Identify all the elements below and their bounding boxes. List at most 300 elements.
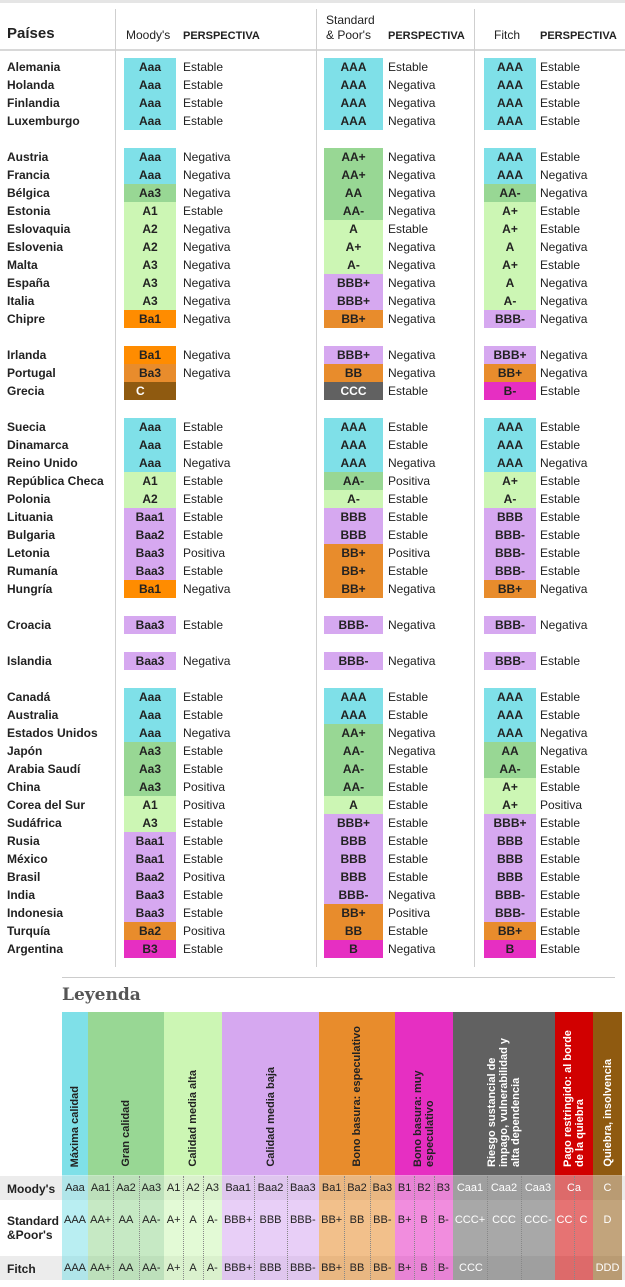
- sp-rating: BBB: [324, 868, 383, 886]
- sp-outlook: Estable: [388, 762, 429, 776]
- moodys-outlook: Negativa: [183, 168, 231, 182]
- fitch-outlook: Estable: [540, 114, 581, 128]
- moodys-rating: Ba1: [124, 346, 176, 364]
- fitch-outlook: Negativa: [540, 186, 588, 200]
- fitch-outlook: Estable: [540, 564, 581, 578]
- moodys-outlook: Estable: [183, 510, 224, 524]
- legend-category: [62, 1012, 88, 1175]
- legend-rating: Baa1: [225, 1182, 252, 1194]
- legend-rating: Ba1: [321, 1182, 342, 1194]
- table-row: [0, 184, 625, 202]
- fitch-rating: BBB-: [484, 652, 536, 670]
- country-name: Austria: [7, 150, 49, 164]
- moodys-outlook: Estable: [183, 78, 224, 92]
- sp-rating: AA+: [324, 166, 383, 184]
- sp-rating: AA-: [324, 778, 383, 796]
- legend-category: [593, 1012, 622, 1175]
- legend-category-label: Pago restringido: al borde de la quiebra: [562, 1030, 586, 1167]
- legend-rating: Aa3: [141, 1182, 162, 1194]
- table-row: [0, 364, 625, 382]
- moodys-outlook: Negativa: [183, 186, 231, 200]
- sp-rating: BB: [324, 364, 383, 382]
- moodys-outlook: Estable: [183, 96, 224, 110]
- legend-category: [395, 1012, 453, 1175]
- sp-rating: AA-: [324, 742, 383, 760]
- fitch-outlook: Negativa: [540, 312, 588, 326]
- fitch-outlook: Negativa: [540, 168, 588, 182]
- moodys-outlook: Positiva: [183, 798, 226, 812]
- moodys-rating: Aa3: [124, 184, 176, 202]
- table-row: [0, 922, 625, 940]
- sp-outlook: Negativa: [388, 150, 436, 164]
- moodys-rating: Baa3: [124, 544, 176, 562]
- legend-category: [453, 1012, 555, 1175]
- moodys-rating: A1: [124, 202, 176, 220]
- country-name: China: [7, 780, 41, 794]
- moodys-rating: Baa1: [124, 508, 176, 526]
- legend-rating: DDD: [595, 1262, 620, 1274]
- sp-rating: AAA: [324, 58, 383, 76]
- fitch-outlook: Negativa: [540, 348, 588, 362]
- sp-outlook: Negativa: [388, 258, 436, 272]
- fitch-rating: AA: [484, 742, 536, 760]
- moodys-rating: A3: [124, 274, 176, 292]
- legend-category-label: Calidad media baja: [264, 1067, 277, 1167]
- legend-category: [222, 1012, 319, 1175]
- fitch-outlook: Estable: [540, 492, 581, 506]
- legend-rating: BBB-: [289, 1214, 316, 1226]
- fitch-rating: BBB-: [484, 616, 536, 634]
- moodys-outlook: Estable: [183, 906, 224, 920]
- country-name: Dinamarca: [7, 438, 69, 452]
- moodys-rating: Aa3: [124, 742, 176, 760]
- fitch-outlook: Estable: [540, 762, 581, 776]
- table-row: [0, 274, 625, 292]
- moodys-rating: Ba3: [124, 364, 176, 382]
- legend-rating: BB: [349, 1262, 365, 1274]
- fitch-rating: AAA: [484, 436, 536, 454]
- fitch-rating: BB+: [484, 922, 536, 940]
- sp-rating: BBB+: [324, 292, 383, 310]
- sp-outlook: Negativa: [388, 96, 436, 110]
- country-name: Letonia: [7, 546, 50, 560]
- legend-rating: B-: [437, 1262, 449, 1274]
- table-row: [0, 490, 625, 508]
- moodys-outlook: Estable: [183, 114, 224, 128]
- country-name: Luxemburgo: [7, 114, 80, 128]
- table-row: [0, 688, 625, 706]
- sp-rating: BBB: [324, 526, 383, 544]
- legend-rating: Ca: [566, 1182, 582, 1194]
- moodys-rating: Aa3: [124, 760, 176, 778]
- legend-sub-divider: [287, 1176, 288, 1280]
- sp-outlook: Estable: [388, 816, 429, 830]
- moodys-rating: Aaa: [124, 148, 176, 166]
- country-name: Bélgica: [7, 186, 50, 200]
- legend-sub-divider: [344, 1176, 345, 1280]
- table-row: [0, 166, 625, 184]
- country-name: Francia: [7, 168, 50, 182]
- moodys-outlook: Negativa: [183, 456, 231, 470]
- sp-rating: AA: [324, 184, 383, 202]
- table-row: [0, 832, 625, 850]
- legend-rating: BBB: [259, 1214, 282, 1226]
- moodys-outlook: Estable: [183, 942, 224, 956]
- legend-rating: AA-: [142, 1262, 161, 1274]
- fitch-rating: BBB-: [484, 544, 536, 562]
- moodys-outlook: Estable: [183, 834, 224, 848]
- fitch-rating: A-: [484, 490, 536, 508]
- fitch-rating: BBB+: [484, 346, 536, 364]
- legend-rating: Ba2: [347, 1182, 367, 1194]
- fitch-outlook: Negativa: [540, 294, 588, 308]
- legend-rating: A3: [205, 1182, 220, 1194]
- sp-outlook: Estable: [388, 222, 429, 236]
- legend-sub-divider: [203, 1176, 204, 1280]
- country-name: Suecia: [7, 420, 46, 434]
- sp-rating: AA-: [324, 202, 383, 220]
- moodys-rating: Aaa: [124, 76, 176, 94]
- table-row: [0, 454, 625, 472]
- sp-rating: AAA: [324, 94, 383, 112]
- legend-sub-divider: [183, 1176, 184, 1280]
- fitch-outlook: Negativa: [540, 618, 588, 632]
- moodys-outlook: Estable: [183, 816, 224, 830]
- sp-header-line1: Standard: [326, 13, 375, 27]
- sp-outlook: Estable: [388, 690, 429, 704]
- legend-rating: D: [603, 1214, 612, 1226]
- legend-category-label: Máxima calidad: [69, 1085, 81, 1167]
- fitch-rating: AAA: [484, 76, 536, 94]
- legend-rating: AA+: [90, 1262, 112, 1274]
- moodys-outlook: Negativa: [183, 240, 231, 254]
- legend-rating: B+: [397, 1214, 412, 1226]
- moodys-rating: Baa3: [124, 886, 176, 904]
- fitch-outlook: Estable: [540, 780, 581, 794]
- legend-category: [319, 1012, 395, 1175]
- fitch-rating: AAA: [484, 166, 536, 184]
- country-name: Chipre: [7, 312, 46, 326]
- country-name: Italia: [7, 294, 35, 308]
- country-name: Argentina: [7, 942, 64, 956]
- legend-sub-divider: [254, 1176, 255, 1280]
- legend-rating: AA-: [142, 1214, 161, 1226]
- moodys-outlook: Estable: [183, 618, 224, 632]
- legend-rating: A2: [186, 1182, 200, 1194]
- table-row: [0, 778, 625, 796]
- fitch-rating: AA-: [484, 760, 536, 778]
- moodys-outlook: Estable: [183, 690, 224, 704]
- fitch-rating: BBB: [484, 850, 536, 868]
- moodys-outlook: Estable: [183, 852, 224, 866]
- moodys-rating: Ba1: [124, 310, 176, 328]
- moodys-rating: A3: [124, 292, 176, 310]
- sp-outlook: Negativa: [388, 888, 436, 902]
- sp-rating: BBB: [324, 508, 383, 526]
- moodys-outlook: Estable: [183, 60, 224, 74]
- legend-rating: BBB+: [223, 1214, 253, 1226]
- sp-outlook: Negativa: [388, 294, 436, 308]
- table-row: [0, 238, 625, 256]
- legend-rating: A: [189, 1214, 197, 1226]
- legend-rating: Aaa: [65, 1182, 85, 1194]
- sp-rating: AAA: [324, 688, 383, 706]
- legend-rating: BB-: [373, 1262, 392, 1274]
- fitch-outlook: Estable: [540, 474, 581, 488]
- country-name: Finlandia: [7, 96, 60, 110]
- sp-rating: BBB: [324, 850, 383, 868]
- sp-outlook: Estable: [388, 852, 429, 866]
- moodys-rating: Aaa: [124, 166, 176, 184]
- table-row: [0, 652, 625, 670]
- fitch-rating: AAA: [484, 94, 536, 112]
- sp-rating: BBB-: [324, 886, 383, 904]
- sp-rating: BB: [324, 922, 383, 940]
- legend-rating: AAA: [63, 1262, 86, 1274]
- sp-outlook: Estable: [388, 870, 429, 884]
- fitch-outlook: Estable: [540, 942, 581, 956]
- table-row: [0, 220, 625, 238]
- country-name: Indonesia: [7, 906, 64, 920]
- fitch-rating: BBB+: [484, 814, 536, 832]
- moodys-outlook: Estable: [183, 762, 224, 776]
- legend-rating: B: [420, 1262, 428, 1274]
- sp-outlook: Negativa: [388, 942, 436, 956]
- fitch-outlook: Estable: [540, 906, 581, 920]
- sp-outlook: Negativa: [388, 276, 436, 290]
- legend-rating: B: [420, 1214, 428, 1226]
- legend-category: [164, 1012, 222, 1175]
- legend-rating: Aa1: [90, 1182, 111, 1194]
- moodys-outlook: Estable: [183, 420, 224, 434]
- fitch-outlook: Negativa: [540, 456, 588, 470]
- sp-outlook: Estable: [388, 384, 429, 398]
- fitch-outlook: Estable: [540, 510, 581, 524]
- legend-rating: A-: [206, 1214, 218, 1226]
- moodys-outlook: Negativa: [183, 726, 231, 740]
- table-row: [0, 814, 625, 832]
- table-row: [0, 346, 625, 364]
- table-row: [0, 724, 625, 742]
- fitch-rating: A+: [484, 220, 536, 238]
- legend-rating: B-: [437, 1214, 449, 1226]
- country-name: Sudáfrica: [7, 816, 62, 830]
- table-row: [0, 256, 625, 274]
- fitch-outlook: Estable: [540, 654, 581, 668]
- moodys-outlook: Estable: [183, 564, 224, 578]
- table-row: [0, 616, 625, 634]
- moodys-outlook: Estable: [183, 528, 224, 542]
- sp-outlook: Positiva: [388, 906, 431, 920]
- legend-rating: AA+: [90, 1214, 112, 1226]
- fitch-outlook: Estable: [540, 438, 581, 452]
- moodys-outlook: Negativa: [183, 150, 231, 164]
- fitch-outlook: Estable: [540, 816, 581, 830]
- fitch-rating: BBB-: [484, 886, 536, 904]
- moodys-rating: Aaa: [124, 58, 176, 76]
- sp-rating: A-: [324, 490, 383, 508]
- sp-outlook: Negativa: [388, 726, 436, 740]
- sp-rating: BBB+: [324, 274, 383, 292]
- sp-perspectiva-header: PERSPECTIVA: [388, 30, 465, 42]
- sp-rating: AAA: [324, 76, 383, 94]
- moodys-outlook: Positiva: [183, 546, 226, 560]
- moodys-rating: A2: [124, 490, 176, 508]
- moodys-rating: Aaa: [124, 454, 176, 472]
- moodys-rating: Baa2: [124, 868, 176, 886]
- sp-outlook: Negativa: [388, 168, 436, 182]
- country-name: Estados Unidos: [7, 726, 98, 740]
- legend-rating: BB: [349, 1214, 365, 1226]
- moodys-outlook: Estable: [183, 204, 224, 218]
- legend-rating: AAA: [63, 1214, 86, 1226]
- moodys-outlook: Negativa: [183, 312, 231, 326]
- countries-header: Países: [7, 25, 55, 42]
- sp-rating: B: [324, 940, 383, 958]
- moodys-outlook: Negativa: [183, 258, 231, 272]
- sp-outlook: Negativa: [388, 186, 436, 200]
- moodys-header: Moody's: [126, 28, 171, 42]
- country-name: Portugal: [7, 366, 56, 380]
- fitch-outlook: Negativa: [540, 582, 588, 596]
- sp-outlook: Estable: [388, 60, 429, 74]
- moodys-rating: A2: [124, 238, 176, 256]
- sp-outlook: Negativa: [388, 240, 436, 254]
- fitch-outlook: Estable: [540, 78, 581, 92]
- sp-rating: BBB-: [324, 616, 383, 634]
- country-name: Japón: [7, 744, 43, 758]
- table-row: [0, 850, 625, 868]
- moodys-rating: Aaa: [124, 436, 176, 454]
- sp-outlook: Negativa: [388, 366, 436, 380]
- moodys-outlook: Positiva: [183, 924, 226, 938]
- fitch-rating: A: [484, 274, 536, 292]
- country-name: Polonia: [7, 492, 51, 506]
- moodys-rating: Aaa: [124, 706, 176, 724]
- table-row: [0, 58, 625, 76]
- moodys-outlook: Negativa: [183, 348, 231, 362]
- sp-rating: BB+: [324, 580, 383, 598]
- country-name: España: [7, 276, 50, 290]
- table-row: [0, 292, 625, 310]
- country-name: Turquía: [7, 924, 51, 938]
- legend-rating: AA: [118, 1262, 134, 1274]
- fitch-outlook: Estable: [540, 150, 581, 164]
- sp-rating: AAA: [324, 436, 383, 454]
- moodys-outlook: Negativa: [183, 366, 231, 380]
- table-row: [0, 868, 625, 886]
- country-name: Brasil: [7, 870, 41, 884]
- fitch-rating: A+: [484, 796, 536, 814]
- legend-rating: CCC-: [524, 1214, 552, 1226]
- legend-rating: CCC: [459, 1262, 483, 1274]
- table-row: [0, 796, 625, 814]
- sp-outlook: Estable: [388, 924, 429, 938]
- moodys-rating: A3: [124, 814, 176, 832]
- moodys-outlook: Negativa: [183, 222, 231, 236]
- country-name: Grecia: [7, 384, 45, 398]
- fitch-outlook: Estable: [540, 888, 581, 902]
- fitch-outlook: Negativa: [540, 744, 588, 758]
- moodys-rating: A1: [124, 472, 176, 490]
- sp-outlook: Estable: [388, 492, 429, 506]
- legend-sub-divider: [139, 1176, 140, 1280]
- fitch-outlook: Negativa: [540, 240, 588, 254]
- fitch-outlook: Estable: [540, 834, 581, 848]
- legend-sub-divider: [434, 1176, 435, 1280]
- legend-rating: B+: [397, 1262, 412, 1274]
- legend-sub-divider: [521, 1176, 522, 1280]
- fitch-rating: A+: [484, 472, 536, 490]
- moodys-rating: Baa2: [124, 526, 176, 544]
- moodys-rating: Baa3: [124, 562, 176, 580]
- sp-outlook: Estable: [388, 510, 429, 524]
- sp-outlook: Estable: [388, 420, 429, 434]
- sp-outlook: Estable: [388, 834, 429, 848]
- fitch-outlook: Estable: [540, 546, 581, 560]
- legend-rating: BB+: [321, 1214, 343, 1226]
- moodys-rating: Aa3: [124, 778, 176, 796]
- legend-category: [88, 1012, 164, 1175]
- legend-sub-divider: [414, 1176, 415, 1280]
- legend-rating: Ba3: [372, 1182, 393, 1194]
- sp-rating: BBB+: [324, 346, 383, 364]
- table-row: [0, 742, 625, 760]
- legend-sub-divider: [574, 1176, 575, 1280]
- moodys-rating: Aaa: [124, 94, 176, 112]
- fitch-rating: A+: [484, 256, 536, 274]
- legend-title: Leyenda: [62, 985, 141, 1005]
- legend-rating: BB-: [373, 1214, 392, 1226]
- legend-rating: Baa2: [257, 1182, 284, 1194]
- sp-rating: A: [324, 796, 383, 814]
- legend-rating: B3: [436, 1182, 451, 1194]
- moodys-rating: A3: [124, 256, 176, 274]
- fitch-outlook: Estable: [540, 708, 581, 722]
- moodys-rating: Aaa: [124, 418, 176, 436]
- moodys-rating: Baa1: [124, 832, 176, 850]
- fitch-rating: A-: [484, 292, 536, 310]
- moodys-outlook: Estable: [183, 888, 224, 902]
- table-row: [0, 76, 625, 94]
- table-row: [0, 526, 625, 544]
- sp-outlook: Estable: [388, 798, 429, 812]
- fitch-outlook: Estable: [540, 204, 581, 218]
- sp-rating: AAA: [324, 112, 383, 130]
- sp-rating: AA-: [324, 760, 383, 778]
- sp-outlook: Estable: [388, 780, 429, 794]
- country-name: República Checa: [7, 474, 104, 488]
- fitch-rating: AA-: [484, 184, 536, 202]
- sp-outlook: Negativa: [388, 654, 436, 668]
- moodys-outlook: Positiva: [183, 780, 226, 794]
- moodys-outlook: Estable: [183, 708, 224, 722]
- table-row: [0, 562, 625, 580]
- legend-rating: Caa1: [456, 1182, 484, 1194]
- table-row: [0, 418, 625, 436]
- table-row: [0, 472, 625, 490]
- legend-category-label: Calidad media alta: [187, 1070, 199, 1167]
- table-row: [0, 886, 625, 904]
- fitch-rating: B-: [484, 382, 536, 400]
- country-name: Rusia: [7, 834, 40, 848]
- moodys-outlook: Negativa: [183, 582, 231, 596]
- country-name: Croacia: [7, 618, 52, 632]
- fitch-rating: AAA: [484, 454, 536, 472]
- moodys-rating: C: [124, 382, 176, 400]
- sp-outlook: Negativa: [388, 348, 436, 362]
- table-row: [0, 148, 625, 166]
